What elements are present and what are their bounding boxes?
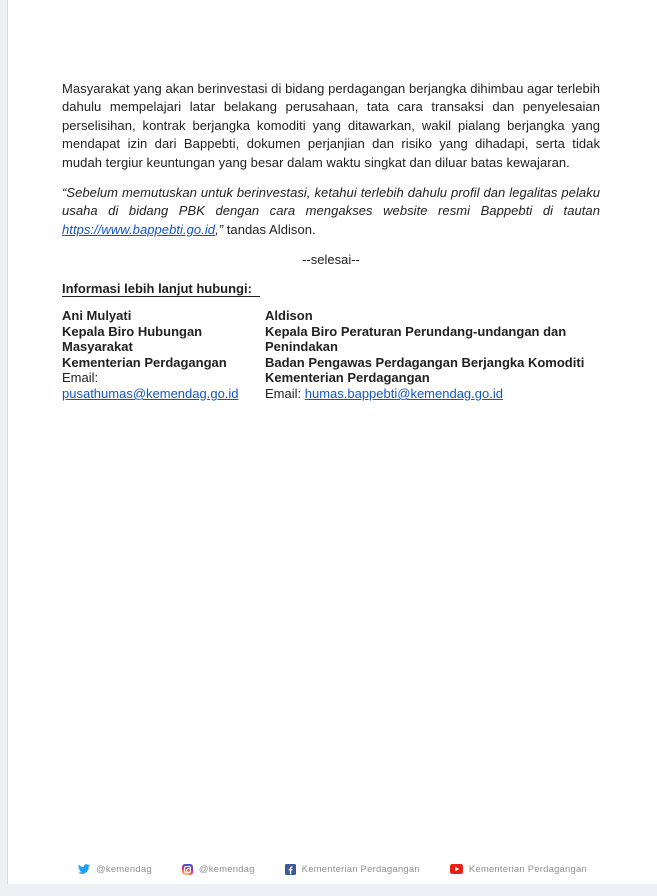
social-footer	[8, 863, 657, 875]
contact-email-row	[62, 386, 265, 402]
youtube-icon	[450, 864, 463, 874]
contact-left-column	[62, 308, 265, 402]
footer-youtube-label: Kementerian Perdagangan	[468, 863, 587, 875]
quote-attribution: tandas Aldison.	[223, 221, 316, 237]
contact-org: Badan Pengawas Perdagangan Berjangka Komoditi	[265, 354, 585, 370]
instagram-icon	[182, 864, 193, 875]
contact-columns	[62, 308, 600, 402]
contact-email-label: Email:	[265, 386, 305, 402]
quote-closing: ,”	[215, 221, 224, 237]
email-link-humas-bappebti[interactable]: humas.bappebti@kemendag.go.id	[304, 386, 503, 402]
footer-facebook-label: Kementerian Perdagangan	[301, 863, 420, 875]
footer-twitter[interactable]	[78, 863, 152, 875]
contact-name: Aldison	[265, 308, 313, 324]
twitter-icon	[78, 863, 90, 875]
footer-facebook[interactable]	[285, 864, 420, 875]
quote-text: “Sebelum memutuskan untuk berinvestasi, ketahui terlebih dahulu profil dan legalitas pelaku usaha di bidang PBK dengan cara mengakses website resmi Bappebti di tautan	[62, 185, 600, 219]
bappebti-website-link[interactable]: https://www.bappebti.go.id	[62, 221, 216, 237]
contact-org: Kementerian Perdagangan	[62, 354, 227, 370]
document-page	[7, 0, 657, 884]
document-content	[62, 80, 600, 402]
contact-heading-row	[62, 280, 600, 298]
contact-right-column	[265, 308, 600, 402]
contact-name: Ani Mulyati	[62, 308, 132, 324]
contact-email-label: Email:	[62, 370, 99, 386]
contact-email-row	[265, 386, 600, 402]
contact-title: Kepala Biro Hubungan Masyarakat	[62, 323, 206, 355]
email-link-pusathumas[interactable]: pusathumas@kemendag.go.id	[62, 386, 239, 402]
footer-instagram-label: @kemendag	[198, 863, 255, 875]
contact-heading: Informasi lebih lanjut hubungi:	[62, 281, 260, 297]
contact-title: Kepala Biro Peraturan Perundang-undangan dan Penindakan	[265, 323, 574, 355]
paragraph-quote	[62, 184, 600, 239]
paragraph-main: Masyarakat yang akan berinvestasi di bidang perdagangan berjangka dihimbau agar terlebih dahulu mempelajari latar belakang perusahaan, tata cara transaksi dan penyelesaian perselisihan, kontrak berjangka komoditi yang ditawarkan, wakil pialang berjangka yang mendapat izin dari Bappebti, dokumen perjanjian dan risiko yang dihadapi, serta tidak mudah tergiur keuntungan yang besar dalam waktu singkat dan diluar batas kewajaran.	[62, 81, 600, 170]
footer-youtube[interactable]	[450, 864, 587, 875]
contact-org2: Kementerian Perdagangan	[265, 370, 430, 386]
end-marker: --selesai--	[302, 252, 360, 268]
footer-twitter-label: @kemendag	[96, 863, 152, 875]
facebook-icon	[285, 864, 296, 875]
footer-instagram[interactable]	[182, 864, 255, 875]
